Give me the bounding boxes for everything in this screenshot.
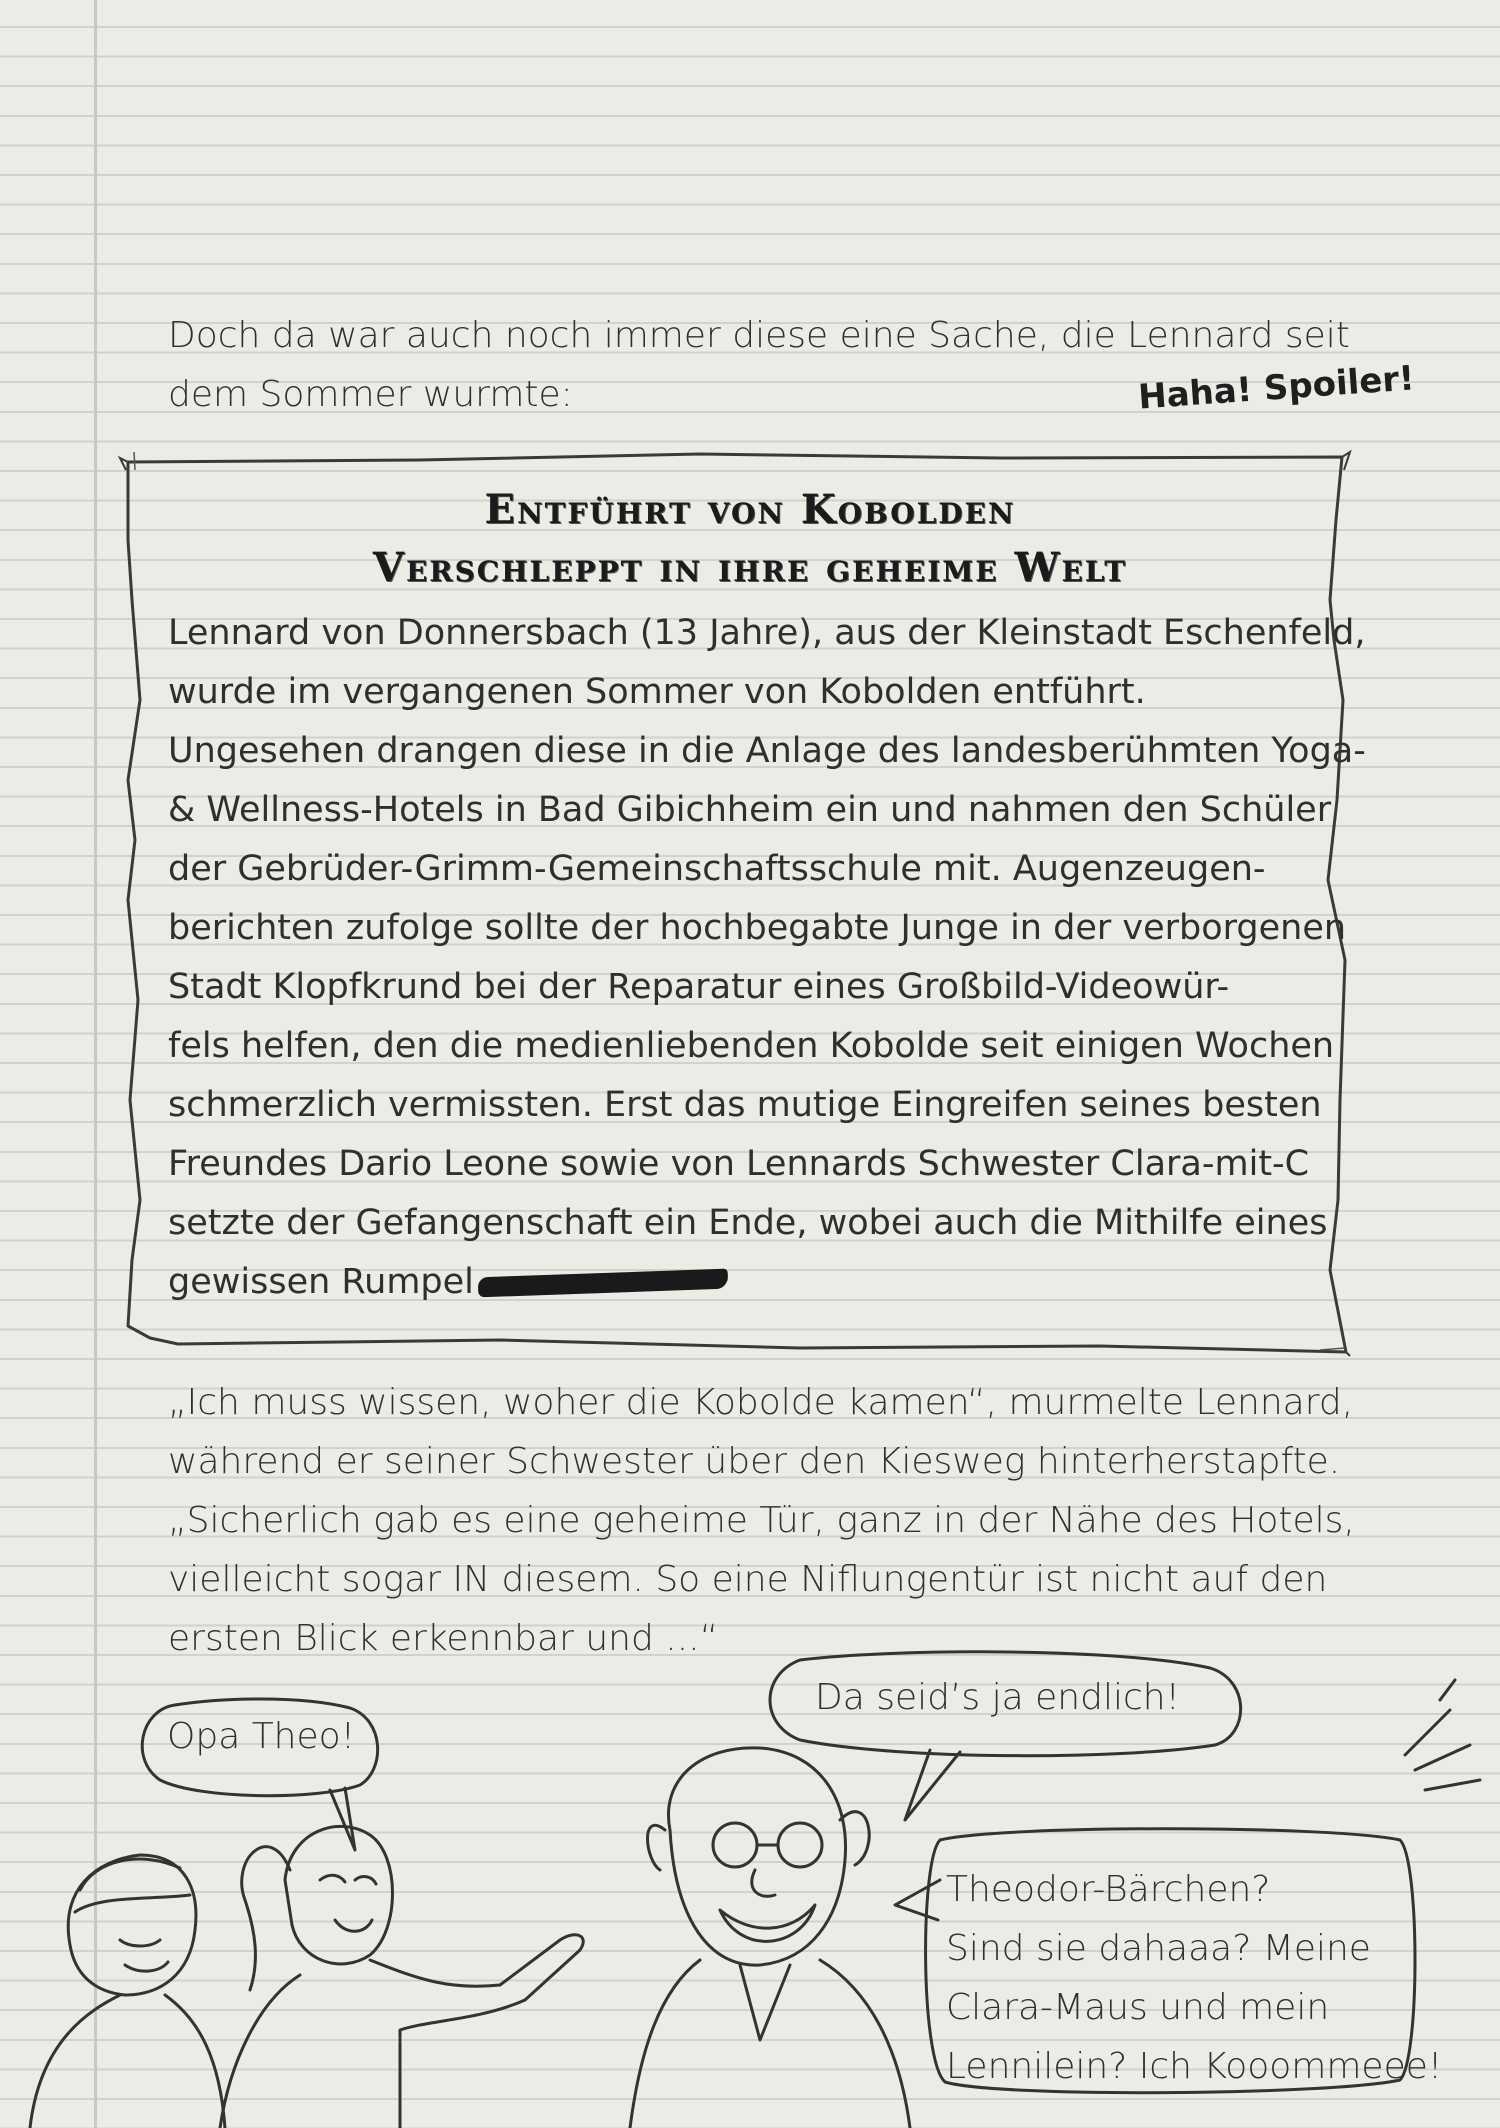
grandpa-figure [668, 1748, 845, 1965]
story-line: vielleicht sogar IN diesem. So eine Niflungentür ist nicht auf den [168, 1559, 1328, 1600]
article-last-line [168, 1253, 1318, 1312]
clipping-headline-1: Entführt von Kobolden [484, 486, 1016, 533]
clipping-headline-2: Verschleppt in ihre geheime Welt [372, 544, 1128, 591]
bubble-line: Sind sie dahaaa? Meine [946, 1928, 1371, 1969]
girl-figure [285, 1826, 393, 1964]
article-line: setzte der Gefangenschaft ein Ende, wobei auch die Mithilfe eines [168, 1203, 1328, 1243]
bubble-text-opa-theo: Opa Theo! [167, 1716, 356, 1757]
bubble-text-endlich: Da seid’s ja endlich! [815, 1677, 1180, 1718]
redaction-scribble [478, 1269, 729, 1298]
boy-figure [68, 1855, 196, 1995]
article-line: der Gebrüder-Grimm-Gemeinschaftsschule mit. Augenzeugen- [168, 849, 1266, 889]
bubble-line: Lennilein? Ich Kooommeee! [946, 2046, 1443, 2087]
article-line: Freundes Dario Leone sowie von Lennards Schwester Clara-mit-C [168, 1144, 1310, 1184]
spoiler-annotation: Haha! Spoiler! [1136, 358, 1416, 418]
article-line: Ungesehen drangen diese in die Anlage des landesberühmten Yoga- [168, 731, 1366, 771]
article-line: fels helfen, den die medienliebenden Kobolde seit einigen Wochen [168, 1026, 1335, 1066]
story-paragraph [168, 1373, 1355, 1668]
article-line: & Wellness-Hotels in Bad Gibichheim ein und nahmen den Schüler [168, 790, 1332, 830]
story-line: während er seiner Schwester über den Kiesweg hinterherstapfte. [168, 1441, 1341, 1482]
intro-paragraph [168, 306, 1350, 424]
bubble-line: Theodor-Bärchen? [946, 1869, 1271, 1910]
clipping-article [168, 604, 1366, 1312]
article-line: wurde im vergangenen Sommer von Kobolden entführt. [168, 672, 1146, 712]
intro-line: Doch da war auch noch immer diese eine Sache, die Lennard seit [168, 315, 1350, 356]
bubble-line: Clara-Maus und mein [946, 1987, 1330, 2028]
article-line: Stadt Klopfkrund bei der Reparatur eines Großbild-Videowür- [168, 967, 1230, 1007]
intro-line: dem Sommer wurmte: [168, 374, 573, 415]
article-line: schmerzlich vermissten. Erst das mutige Eingreifen seines besten [168, 1085, 1322, 1125]
article-line: berichten zufolge sollte der hochbegabte Junge in der verborgenen [168, 908, 1347, 948]
story-line: ersten Blick erkennbar und ...“ [168, 1618, 719, 1659]
article-line-text: gewissen Rumpel [168, 1262, 474, 1302]
bubble-text-theodor [946, 1860, 1442, 2096]
article-line: Lennard von Donnersbach (13 Jahre), aus der Kleinstadt Eschenfeld, [168, 613, 1366, 653]
story-line: „Sicherlich gab es eine geheime Tür, ganz in der Nähe des Hotels, [168, 1500, 1355, 1541]
story-line: „Ich muss wissen, woher die Kobolde kamen“, murmelte Lennard, [168, 1382, 1354, 1423]
